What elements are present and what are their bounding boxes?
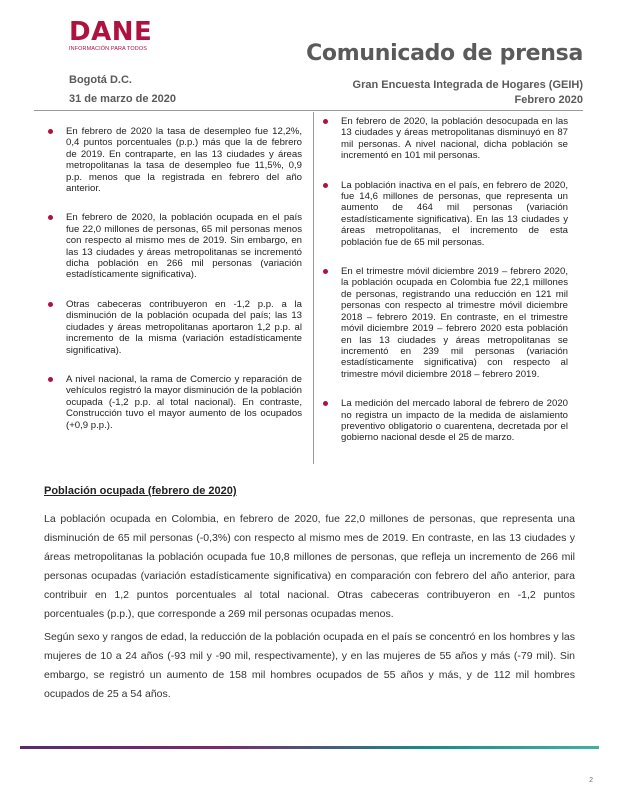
logo-wordmark: DANE [69, 17, 153, 47]
location: Bogotá D.C. [69, 74, 132, 86]
highlight-item: La medición del mercado laboral de febrero de 2020 no registra un impacto de la medida de aislamiento preventivo obligatorio o cuarentena, decretada por el gobierno nacional desde el 25 de marzo. [323, 398, 568, 444]
highlight-item: En el trimestre móvil diciembre 2019 – febrero 2020, la población ocupada en Colombia fue 22,1 millones de personas, registrando una reducción en 121 mil personas con respecto al trimestre móvil diciembre 2018 – febrero 2019. En contraste, en el trimestre móvil diciembre 2019 – febrero 2020 esta población en las 13 ciudades y áreas metropolitanas se incrementó en 239 mil personas (variación estadísticamente significativa) con respecto al trimestre móvil diciembre 2018 – febrero 2019. [323, 266, 568, 380]
highlight-item: En febrero de 2020, la población ocupada en el país fue 22,0 millones de personas, 65 mil personas menos con respecto al mismo mes de 2019. Sin embargo, en las 13 ciudades y áreas metropolitanas se incrementó dicha población en 266 mil personas (variación estadísticamente significativa). [48, 212, 302, 280]
bullet-icon [323, 401, 328, 406]
reference-period: Febrero 2020 [514, 94, 583, 106]
highlights-left-column [48, 126, 302, 449]
logo-tagline: INFORMACIÓN PARA TODOS [69, 46, 147, 52]
survey-name: Gran Encuesta Integrada de Hogares (GEIH) [352, 79, 583, 91]
bullet-icon [323, 269, 328, 274]
bullet-icon [323, 119, 328, 124]
section-heading: Población ocupada (febrero de 2020) [44, 485, 237, 497]
highlight-item: En febrero de 2020, la población desocupada en las 13 ciudades y áreas metropolitanas disminuyó en 87 mil personas. A nivel nacional, dicha población se incrementó en 101 mil personas. [323, 116, 568, 162]
column-divider [313, 112, 314, 464]
bullet-icon [48, 302, 53, 307]
body-paragraph: Según sexo y rangos de edad, la reducción de la población ocupada en el país se concentró en los hombres y las mujeres de 10 a 24 años (-93 mil y -90 mil, respectivamente), y en las mujeres de 55 años y más (-79 mil). Sin embargo, se registró un aumento de 158 mil hombres ocupados de 55 años y más, y de 112 mil hombres ocupados de 25 a 54 años. [44, 631, 575, 700]
footer-color-bar [20, 746, 599, 749]
release-date: 31 de marzo de 2020 [69, 93, 177, 105]
highlight-item: En febrero de 2020 la tasa de desempleo fue 12,2%, 0,4 puntos porcentuales (p.p.) más que la de febrero de 2019. En contraparte, en las 13 ciudades y áreas metropolitanas la tasa de desempleo fue 11,5%, 0,9 p.p. menos que la registrada en febrero del año anterior. [48, 126, 302, 194]
bullet-icon [323, 183, 328, 188]
dane-logo [69, 19, 152, 52]
highlight-item: Otras cabeceras contribuyeron en -1,2 p.p. a la disminución de la población ocupada del país; las 13 ciudades y áreas metropolitanas aportaron 1,2 p.p. al incremento de la misma (variación estadísticamente significativa). [48, 299, 302, 356]
document-title: Comunicado de prensa [306, 41, 583, 66]
bullet-icon [48, 215, 53, 220]
highlight-item: A nivel nacional, la rama de Comercio y reparación de vehículos registró la mayor disminución de la población ocupada (-1,2 p.p. al total nacional). En contraste, Construcción tuvo el mayor aumento de los ocupados (+0,9 p.p.). [48, 374, 302, 431]
header-left [69, 72, 176, 107]
highlight-item: La población inactiva en el país, en febrero de 2020, fue 14,6 millones de personas, que representa un aumento de 464 mil personas (variación estadísticamente significativa). En las 13 ciudades y áreas metropolitanas, el incremento de esta población fue de 65 mil personas. [323, 180, 568, 248]
bullet-icon [48, 377, 53, 382]
body-paragraph: La población ocupada en Colombia, en febrero de 2020, fue 22,0 millones de personas, que representa una disminución de 65 mil personas (-0,3%) con respecto al mismo mes de 2019. En contraste, en las 13 ciudades y áreas metropolitanas la población ocupada fue 10,8 millones de personas, que refleja un incremento de 266 mil personas ocupadas (variación estadísticamente significativa) en comparación con febrero del año anterior, para contribuir en 1,2 puntos porcentuales al total nacional. Otras cabeceras contribuyeron en -1,2 puntos porcentuales (p.p.), que corresponde a 269 mil personas ocupadas menos. [44, 513, 575, 620]
highlights-right-column [323, 116, 568, 462]
bullet-icon [48, 129, 53, 134]
header-rule [34, 110, 583, 111]
header-right [353, 78, 583, 108]
page-number: 2 [589, 777, 593, 784]
